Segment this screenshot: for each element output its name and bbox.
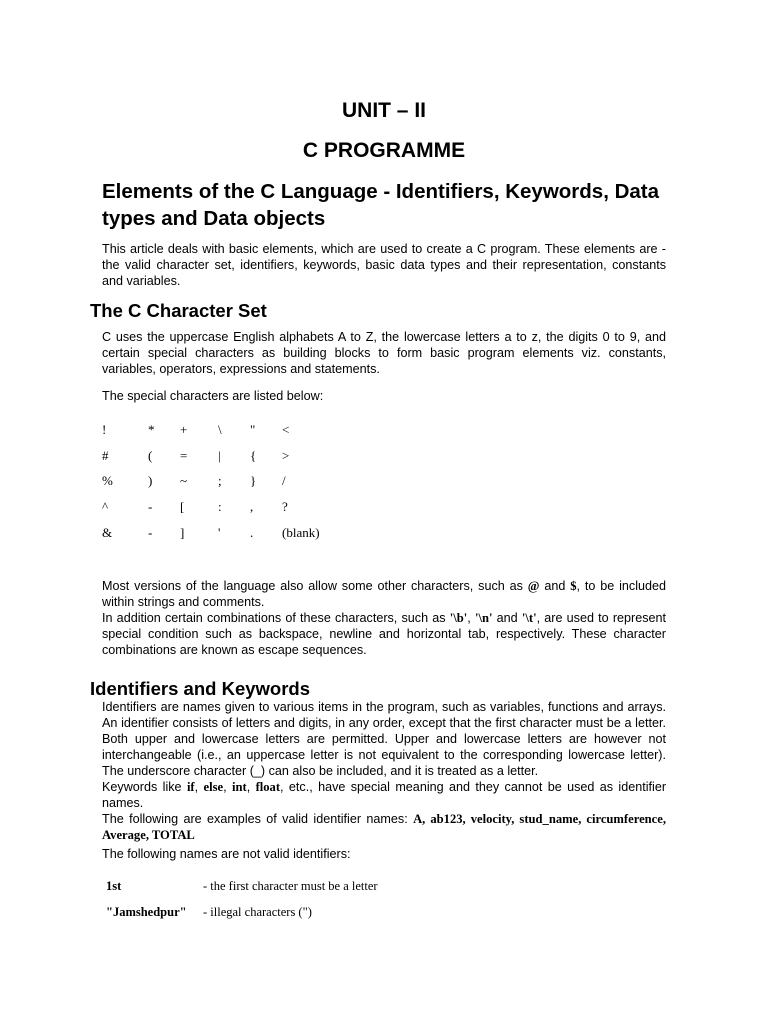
special-characters-table (102, 417, 342, 545)
special-char-cell: + (180, 421, 188, 437)
special-char-cell: [ (180, 498, 185, 514)
invalid-identifier-name: 1st (106, 878, 122, 893)
special-char-cell: ? (282, 498, 288, 514)
other-chars-paragraph: Most versions of the language also allow some other characters, such as @ and $, to be included within strings and comments. In addition certain combinations of these characters, such as '\b', '\n' and '\t', are used to represent special condition such as backspace, newline and horizontal tab, respectively. These character combinations are known as escape sequences. (102, 579, 667, 657)
special-char-cell: ( (148, 447, 153, 463)
special-char-cell: * (148, 421, 155, 437)
special-char-row (102, 494, 342, 520)
special-char-cell: < (282, 421, 290, 437)
special-chars-intro: The special characters are listed below: (102, 389, 324, 403)
article-heading: Elements of the C Language - Identifiers, Keywords, Data types and Data objects (102, 180, 660, 230)
unit-title: UNIT – II (341, 99, 426, 122)
special-char-cell: > (282, 447, 290, 463)
invalid-identifiers-table (102, 873, 378, 925)
identifiers-heading: Identifiers and Keywords (90, 678, 310, 699)
special-char-cell: ^ (102, 498, 109, 514)
special-char-cell: { (250, 447, 257, 463)
invalid-identifier-name: "Jamshedpur" (106, 904, 187, 919)
special-char-cell: # (102, 447, 109, 463)
special-char-cell: . (250, 524, 254, 540)
special-char-cell: - (148, 524, 153, 540)
special-char-cell: / (282, 473, 286, 489)
special-char-cell: - (148, 498, 153, 514)
special-char-cell: ~ (180, 473, 188, 489)
invalid-identifier-row (102, 899, 378, 925)
special-char-cell: ) (148, 473, 153, 489)
identifiers-paragraph: Identifiers are names given to various items in the program, such as variables, functions and arrays. An identifier consists of letters and digits, in any order, except that the first character must be a letter. Both upper and lowercase letters are permitted. Upper and lowercase letters are however not interchangeable (i.e., an uppercase letter is not equivalent to the corresponding lowercase letter). The underscore character (_) can also be included, and it is treated as a letter. Keywords like if, else, int, float, etc., have special meaning and they cannot be used as identifier names. The following are examples of valid identifier names: A, ab123, velocity, stud_name, circumference, Average, TOTAL (102, 700, 667, 842)
invalid-identifier-row (102, 873, 378, 899)
special-char-cell: ! (102, 421, 107, 437)
invalid-identifier-reason: - the first character must be a letter (203, 878, 378, 893)
special-char-cell: | (218, 447, 221, 463)
special-char-row (102, 520, 342, 546)
special-char-row (102, 468, 342, 494)
special-char-cell: : (218, 498, 222, 514)
special-char-cell: ' (218, 524, 221, 540)
special-char-cell: = (180, 447, 188, 463)
special-char-cell: (blank) (282, 524, 320, 540)
special-char-cell: & (102, 524, 113, 540)
charset-heading: The C Character Set (90, 300, 267, 321)
invalid-identifier-reason: - illegal characters (") (203, 904, 312, 919)
special-char-row (102, 417, 342, 443)
special-char-cell: % (102, 473, 113, 489)
invalid-identifiers-intro: The following names are not valid identifiers: (102, 847, 351, 861)
special-char-cell: \ (218, 421, 222, 437)
special-char-row (102, 443, 342, 469)
special-char-cell: ; (218, 473, 222, 489)
special-char-cell: ] (180, 524, 185, 540)
special-char-cell: , (250, 498, 254, 514)
course-title: C PROGRAMME (302, 139, 466, 162)
intro-paragraph: This article deals with basic elements, which are used to create a C program. These elements are - the valid character set, identifiers, keywords, basic data types and their representation, constants and variables. (102, 242, 666, 288)
special-char-cell: " (250, 421, 256, 437)
special-char-cell: } (250, 473, 257, 489)
charset-paragraph: C uses the uppercase English alphabets A to Z, the lowercase letters a to z, the digits 0 to 9, and certain special characters as building blocks to form basic program elements viz. constants, variables, operators, expressions and statements. (102, 330, 666, 376)
